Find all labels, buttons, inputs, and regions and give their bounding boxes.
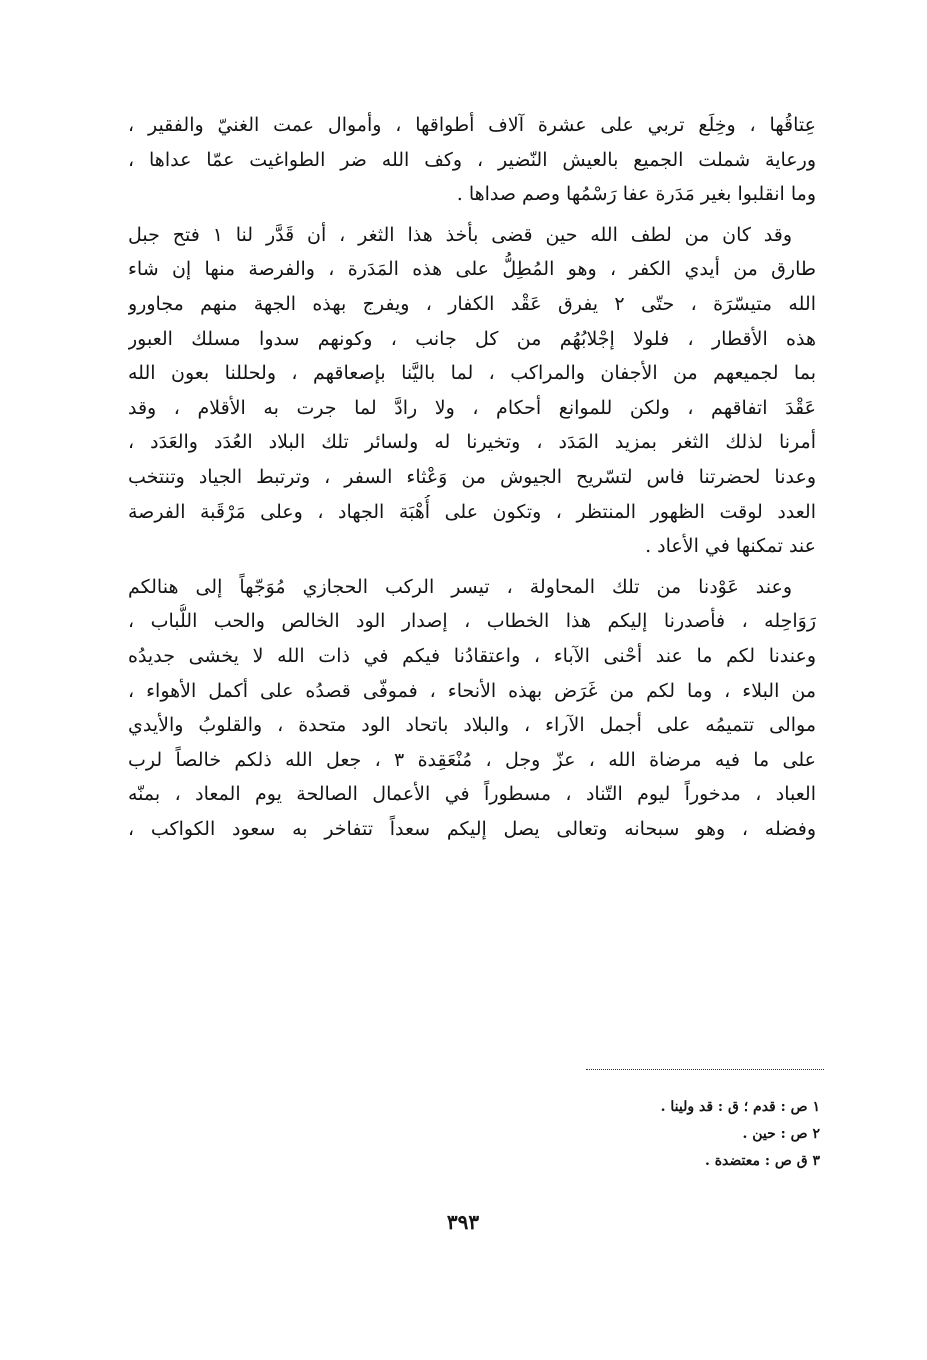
text-line: العدد لوقت الظهور المنتظر ، وتكون على أُهْبَة الجهاد ، وعلى مَرْقَبة الفرصة <box>128 500 816 523</box>
paragraph <box>128 570 816 847</box>
text-line: وما انقلبوا بغير مَدَرة عفا رَسْمُها وصم صداها . <box>456 183 816 206</box>
text-line: عَقْدَ اتفاقهم ، ولكن للموانع أحكام ، ولا رادَّ لما جرت به الأقلام ، وقد <box>128 396 816 419</box>
text-line: وفضله ، وهو سبحانه وتعالى يصل إليكم سعداً تتفاخر به سعود الكواكب ، <box>128 817 816 840</box>
footnote-2: ٢ ص : حين . <box>742 1126 820 1142</box>
text-line: على ما فيه مرضاة الله ، عزّ وجل ، مُنْعَقِدة ٣ ، جعل الله ذلكم خالصاً لرب <box>128 748 816 771</box>
text-line: موالى تتميمُه على أجمل الآراء ، والبلاد باتحاد الود متحدة ، والقلوبُ والأيدي <box>128 714 816 737</box>
footnote-divider <box>586 1069 824 1070</box>
text-line: ورعاية شملت الجميع بالعيش النّضير ، وكف الله ضر الطواغيت عمّا عداها ، <box>128 148 816 171</box>
text-line: رَوَاحِله ، فأصدرنا إليكم هذا الخطاب ، إصدار الود الخالص والحب اللُّباب ، <box>128 610 816 633</box>
text-line: عند تمكنها في الأعاد . <box>645 535 816 558</box>
paragraph <box>128 108 816 212</box>
footnote-1: ١ ص : قدم ؛ ق : قد ولينا . <box>660 1099 820 1115</box>
text-line: العباد ، مدخوراً ليوم التّناد ، مسطوراً في الأعمال الصالحة يوم المعاد ، بمنّه <box>128 783 816 806</box>
text-line: عِتاقُها ، وخِلَع تربي على عشرة آلاف أطواقها ، وأموال عمت الغنيّ والفقير ، <box>128 114 816 136</box>
text-line: الله متيسّرَة ، حتّى ٢ يفرق عَقْد الكفار ، ويفرج بهذه الجهة منهم مجاورو <box>128 292 816 315</box>
page-number: ٣٩٣ <box>446 1210 480 1234</box>
text-line: أمرنا لذلك الثغر بمزيد المَدَد ، وتخيرنا له ولسائر تلك البلاد العُدَد والعَدَد ، <box>128 431 816 454</box>
text-line: وعندنا لكم ما عند أحْنى الآباء ، واعتقادُنا فيكم في ذات الله لا يخشى جديدُه <box>128 644 816 667</box>
text-line: طارق من أيدي الكفر ، وهو المُطِلُّ على هذه المَدَرة ، والفرصة منها إن شاء <box>128 258 816 281</box>
paragraph <box>128 218 816 564</box>
footnote-3: ٣ ق ص : معتضدة . <box>704 1153 820 1169</box>
text-line: وعدنا لحضرتنا فاس لتسّريح الجيوش من وَعْثاء السفر ، وترتبط الجياد وتنتخب <box>128 465 816 488</box>
footnotes <box>560 1094 820 1175</box>
text-line: هذه الأقطار ، فلولا إجْلابُهُم من كل جانب ، وكونهم سدوا مسلك العبور <box>128 327 816 350</box>
text-line: وقد كان من لطف الله حين قضى بأخذ هذا الثغر ، أن قَدَّر لنا ١ فتح جبل <box>128 223 793 246</box>
text-line: وعند عَوْدنا من تلك المحاولة ، تيسر الركب الحجازي مُوَجّهاً إلى هنالكم <box>128 575 792 598</box>
text-line: من البلاء ، وما لكم من غَرَض بهذه الأنحاء ، فموفّى قصدُه على أكمل الأهواء ، <box>128 679 816 702</box>
main-text <box>128 108 816 846</box>
text-line: بما لجميعهم من الأجفان والمراكب ، لما باليَّنا بإصعاقهم ، ولحللنا بعون الله <box>128 362 816 385</box>
